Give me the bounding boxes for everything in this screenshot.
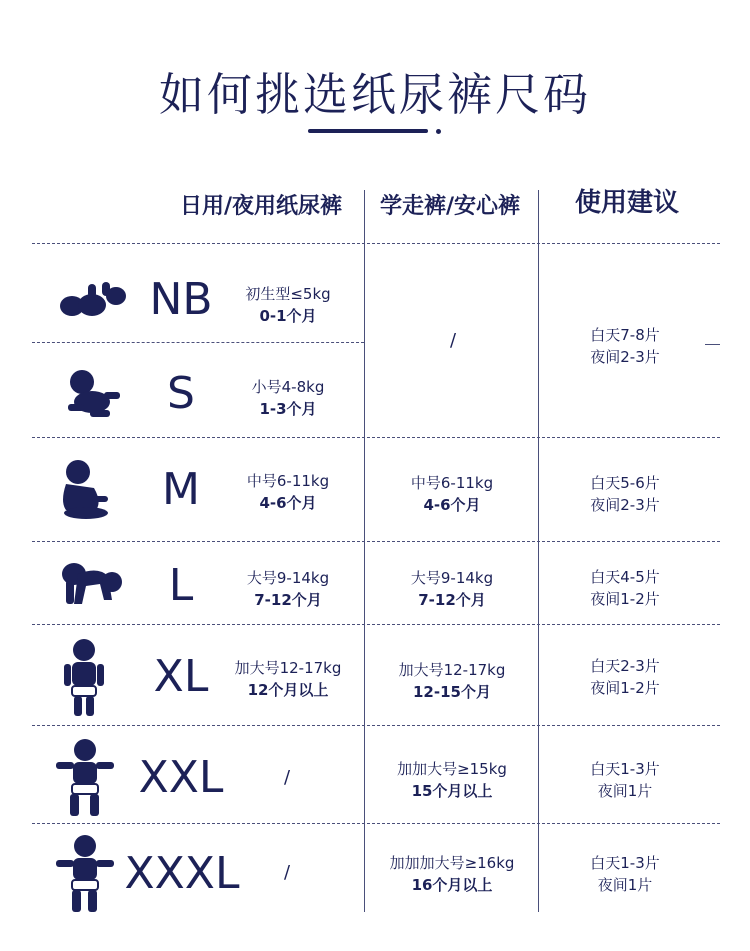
diaper-spec-cell: 初生型≤5kg 0-1个月 [245, 285, 331, 325]
not-available-mark: / [450, 330, 457, 351]
size-label: NB [149, 274, 213, 325]
usage-advice-cell: 白天1-3片 夜间1片 [590, 854, 660, 894]
pants-spec-cell: 加大号12-17kg 12-15个月 [398, 661, 506, 701]
size-label: XXL [138, 752, 224, 803]
usage-advice-cell: 白天7-8片 夜间2-3片 [590, 326, 660, 366]
baby-lying-icon [58, 278, 128, 320]
pants-spec-cell: 中号6-11kg 4-6个月 [410, 474, 494, 514]
column-divider [364, 190, 365, 912]
usage-advice-cell: 白天2-3片 夜间1-2片 [590, 657, 660, 697]
row-divider [32, 437, 720, 438]
usage-advice-cell: 白天4-5片 夜间1-2片 [590, 568, 660, 608]
row-divider-tick [705, 344, 720, 345]
row-divider [32, 243, 720, 244]
diaper-spec-cell: 中号6-11kg 4-6个月 [246, 472, 330, 512]
header-diaper: 日用/夜用纸尿裤 [180, 194, 343, 219]
size-label: XL [153, 651, 209, 702]
row-divider [32, 823, 720, 824]
page-title: 如何挑选纸尿裤尺码 [158, 68, 591, 121]
pants-spec-cell: 加加加大号≥16kg 16个月以上 [389, 854, 515, 894]
column-divider [538, 190, 539, 912]
not-available-mark: / [284, 862, 291, 883]
usage-advice-cell: 白天1-3片 夜间1片 [590, 760, 660, 800]
diaper-spec-cell: 加大号12-17kg 12个月以上 [234, 659, 342, 699]
pants-spec-cell: 加加大号≥15kg 15个月以上 [397, 760, 507, 800]
baby-sitting-icon [56, 458, 116, 520]
not-available-mark: / [284, 767, 291, 788]
baby-crawling-icon [62, 368, 122, 420]
title-underline [308, 129, 428, 133]
row-divider [32, 541, 720, 542]
row-divider [32, 725, 720, 726]
size-label: S [167, 368, 195, 419]
toddler-standing-icon [62, 638, 106, 718]
baby-bending-icon [58, 560, 124, 606]
size-label: M [162, 464, 200, 515]
usage-advice-cell: 白天5-6片 夜间2-3片 [590, 474, 660, 514]
toddler-arms-out-icon [54, 834, 116, 914]
header-pull-up-pants: 学走裤/安心裤 [380, 194, 521, 219]
toddler-walking-icon [54, 738, 116, 818]
diaper-spec-cell: 小号4-8kg 1-3个月 [251, 378, 325, 418]
size-label: L [168, 560, 194, 611]
size-label: XXXL [124, 848, 240, 899]
row-divider [32, 624, 720, 625]
row-divider [32, 342, 364, 343]
title-dot [436, 129, 441, 134]
pants-spec-cell: 大号9-14kg 7-12个月 [410, 569, 494, 609]
header-usage-advice: 使用建议 [575, 188, 680, 218]
diaper-spec-cell: 大号9-14kg 7-12个月 [246, 569, 330, 609]
